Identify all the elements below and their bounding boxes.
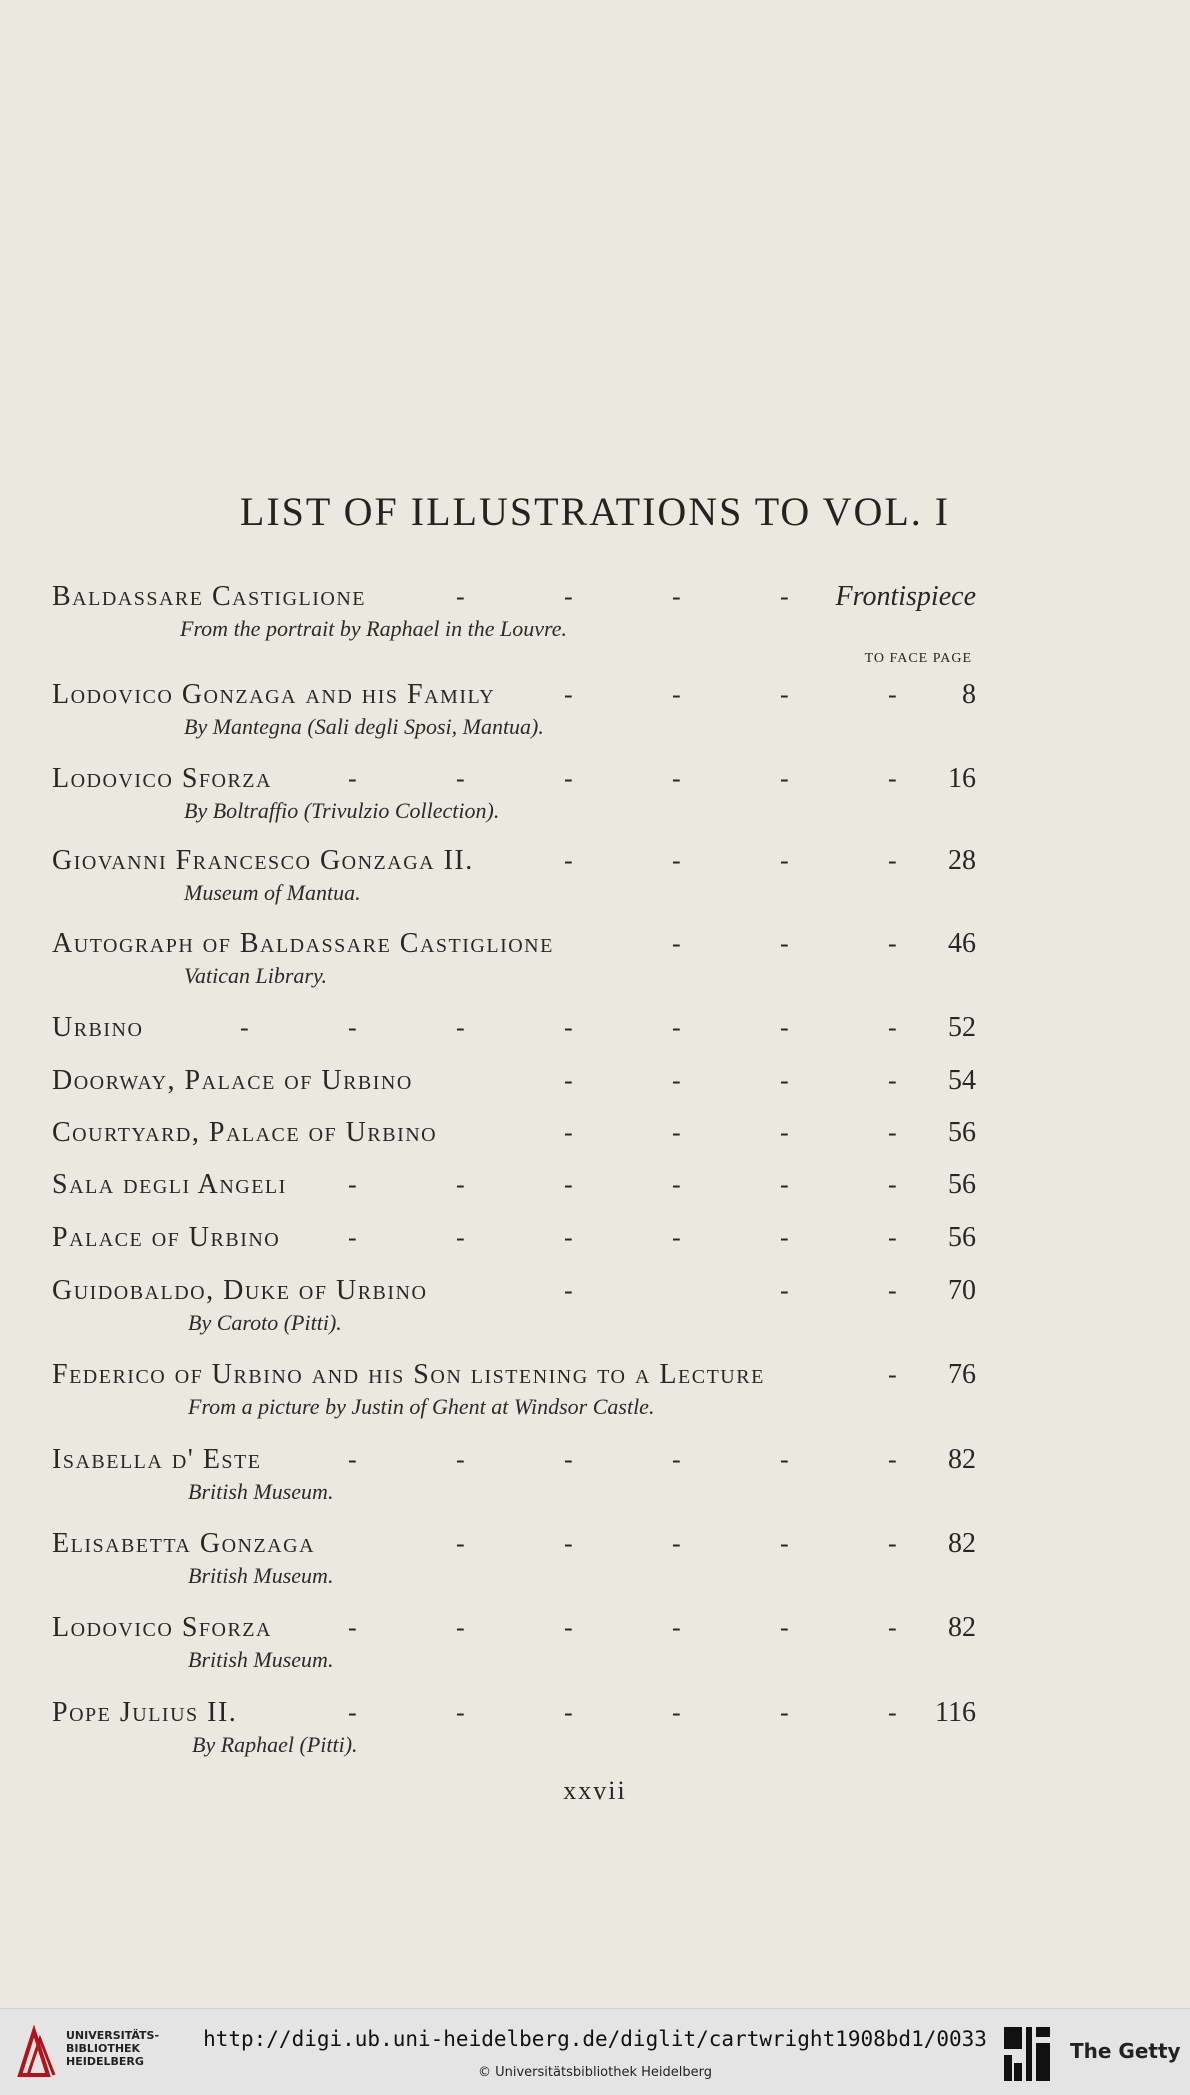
entry-page: Frontispiece: [835, 581, 976, 612]
entry-page: 46: [948, 928, 976, 959]
entry-page: 56: [948, 1169, 976, 1200]
entry-title: Urbino: [52, 1012, 144, 1043]
list-item: Sala degli Angeli - - - - - - 56: [52, 1166, 976, 1204]
entry-page: 54: [948, 1065, 976, 1096]
entry-page: 16: [948, 763, 976, 794]
entry-page: 8: [962, 679, 976, 710]
entry-note: By Boltraffio (Trivulzio Collection).: [184, 798, 500, 823]
entry-title: Baldassare Castiglione: [52, 581, 367, 612]
list-item: Doorway, Palace of Urbino - - - - 54: [52, 1062, 976, 1100]
list-item: Courtyard, Palace of Urbino - - - - 56: [52, 1114, 976, 1152]
entry-title: Elisabetta Gonzaga: [52, 1528, 316, 1559]
list-item: Lodovico Gonzaga and his Family - - - - 8 By Mantegna (Sali degli Sposi, Mantua).: [52, 676, 976, 714]
entry-note: Museum of Mantua.: [184, 880, 361, 905]
entry-page: 82: [948, 1528, 976, 1559]
to-face-page-label: TO FACE PAGE: [864, 651, 972, 666]
entry-title: Lodovico Sforza: [52, 1612, 272, 1643]
list-item: Lodovico Sforza - - - - - - 16 By Boltraffio (Trivulzio Collection).: [52, 760, 976, 798]
entry-title: Lodovico Sforza: [52, 763, 272, 794]
copyright-notice: © Universitätsbibliothek Heidelberg: [477, 2065, 712, 2080]
page-title: LIST OF ILLUSTRATIONS TO VOL. I: [239, 489, 951, 534]
getty-logo-icon: [1000, 2023, 1054, 2085]
entry-page: 56: [948, 1222, 976, 1253]
entry-title: Isabella d' Este: [52, 1444, 262, 1475]
entry-title: Guidobaldo, Duke of Urbino: [52, 1275, 428, 1306]
entry-note: By Mantegna (Sali degli Sposi, Mantua).: [184, 714, 544, 739]
entry-page: 82: [948, 1444, 976, 1475]
list-item: Urbino - - - - - - - 52: [52, 1009, 976, 1047]
permalink-url[interactable]: http://digi.ub.uni-heidelberg.de/diglit/cartwright1908bd1/0033: [203, 2027, 987, 2051]
list-item: Lodovico Sforza - - - - - - 82 British Museum.: [52, 1609, 976, 1647]
entry-note: Vatican Library.: [184, 963, 328, 988]
entry-title: Giovanni Francesco Gonzaga II.: [52, 845, 474, 876]
entry-page: 52: [948, 1012, 976, 1043]
entry-note: From the portrait by Raphael in the Louvre.: [180, 616, 567, 641]
entry-note: From a picture by Justin of Ghent at Windsor Castle.: [188, 1394, 655, 1419]
list-item: Baldassare Castiglione - - - - Frontispiece From the portrait by Raphael in the Louvre.: [52, 578, 976, 616]
list-item: Elisabetta Gonzaga - - - - - 82 British Museum.: [52, 1525, 976, 1563]
list-item: Federico of Urbino and his Son listening to a Lecture - 76 From a picture by Justin of Ghent at Windsor Castle.: [52, 1356, 976, 1394]
entry-note: British Museum.: [188, 1479, 334, 1504]
list-item: Autograph of Baldassare Castiglione - - - 46 Vatican Library.: [52, 925, 976, 963]
entry-title: Pope Julius II.: [52, 1697, 238, 1728]
entry-note: By Caroto (Pitti).: [188, 1310, 342, 1335]
entry-title: Federico of Urbino and his Son listening to a Lecture: [52, 1359, 765, 1390]
page-number: xxvii: [563, 1776, 627, 1805]
entry-title: Courtyard, Palace of Urbino: [52, 1117, 438, 1148]
library-name: UNIVERSITÄTS- BIBLIOTHEK HEIDELBERG: [66, 2029, 160, 2068]
entry-title: Sala degli Angeli: [52, 1169, 287, 1200]
viewer-footer: [0, 2008, 1190, 2095]
entry-title: Lodovico Gonzaga and his Family: [52, 679, 496, 710]
entry-page: 82: [948, 1612, 976, 1643]
entry-note: British Museum.: [188, 1563, 334, 1588]
entry-page: 116: [935, 1697, 976, 1728]
entry-note: By Raphael (Pitti).: [192, 1732, 358, 1757]
entry-note: British Museum.: [188, 1647, 334, 1672]
entry-title: Palace of Urbino: [52, 1222, 281, 1253]
entry-title: Doorway, Palace of Urbino: [52, 1065, 413, 1096]
entry-page: 76: [948, 1359, 976, 1390]
entry-title: Autograph of Baldassare Castiglione: [52, 928, 554, 959]
entry-page: 56: [948, 1117, 976, 1148]
list-item: Pope Julius II. - - - - - - 116 By Raphael (Pitti).: [52, 1694, 976, 1732]
entry-page: 70: [948, 1275, 976, 1306]
partner-name: The Getty: [1070, 2039, 1181, 2063]
list-item: Giovanni Francesco Gonzaga II. - - - - 28 Museum of Mantua.: [52, 842, 976, 880]
list-item: Palace of Urbino - - - - - - 56: [52, 1219, 976, 1257]
list-item: Guidobaldo, Duke of Urbino - - - 70 By Caroto (Pitti).: [52, 1272, 976, 1310]
entry-page: 28: [948, 845, 976, 876]
list-item: Isabella d' Este - - - - - - 82 British Museum.: [52, 1441, 976, 1479]
